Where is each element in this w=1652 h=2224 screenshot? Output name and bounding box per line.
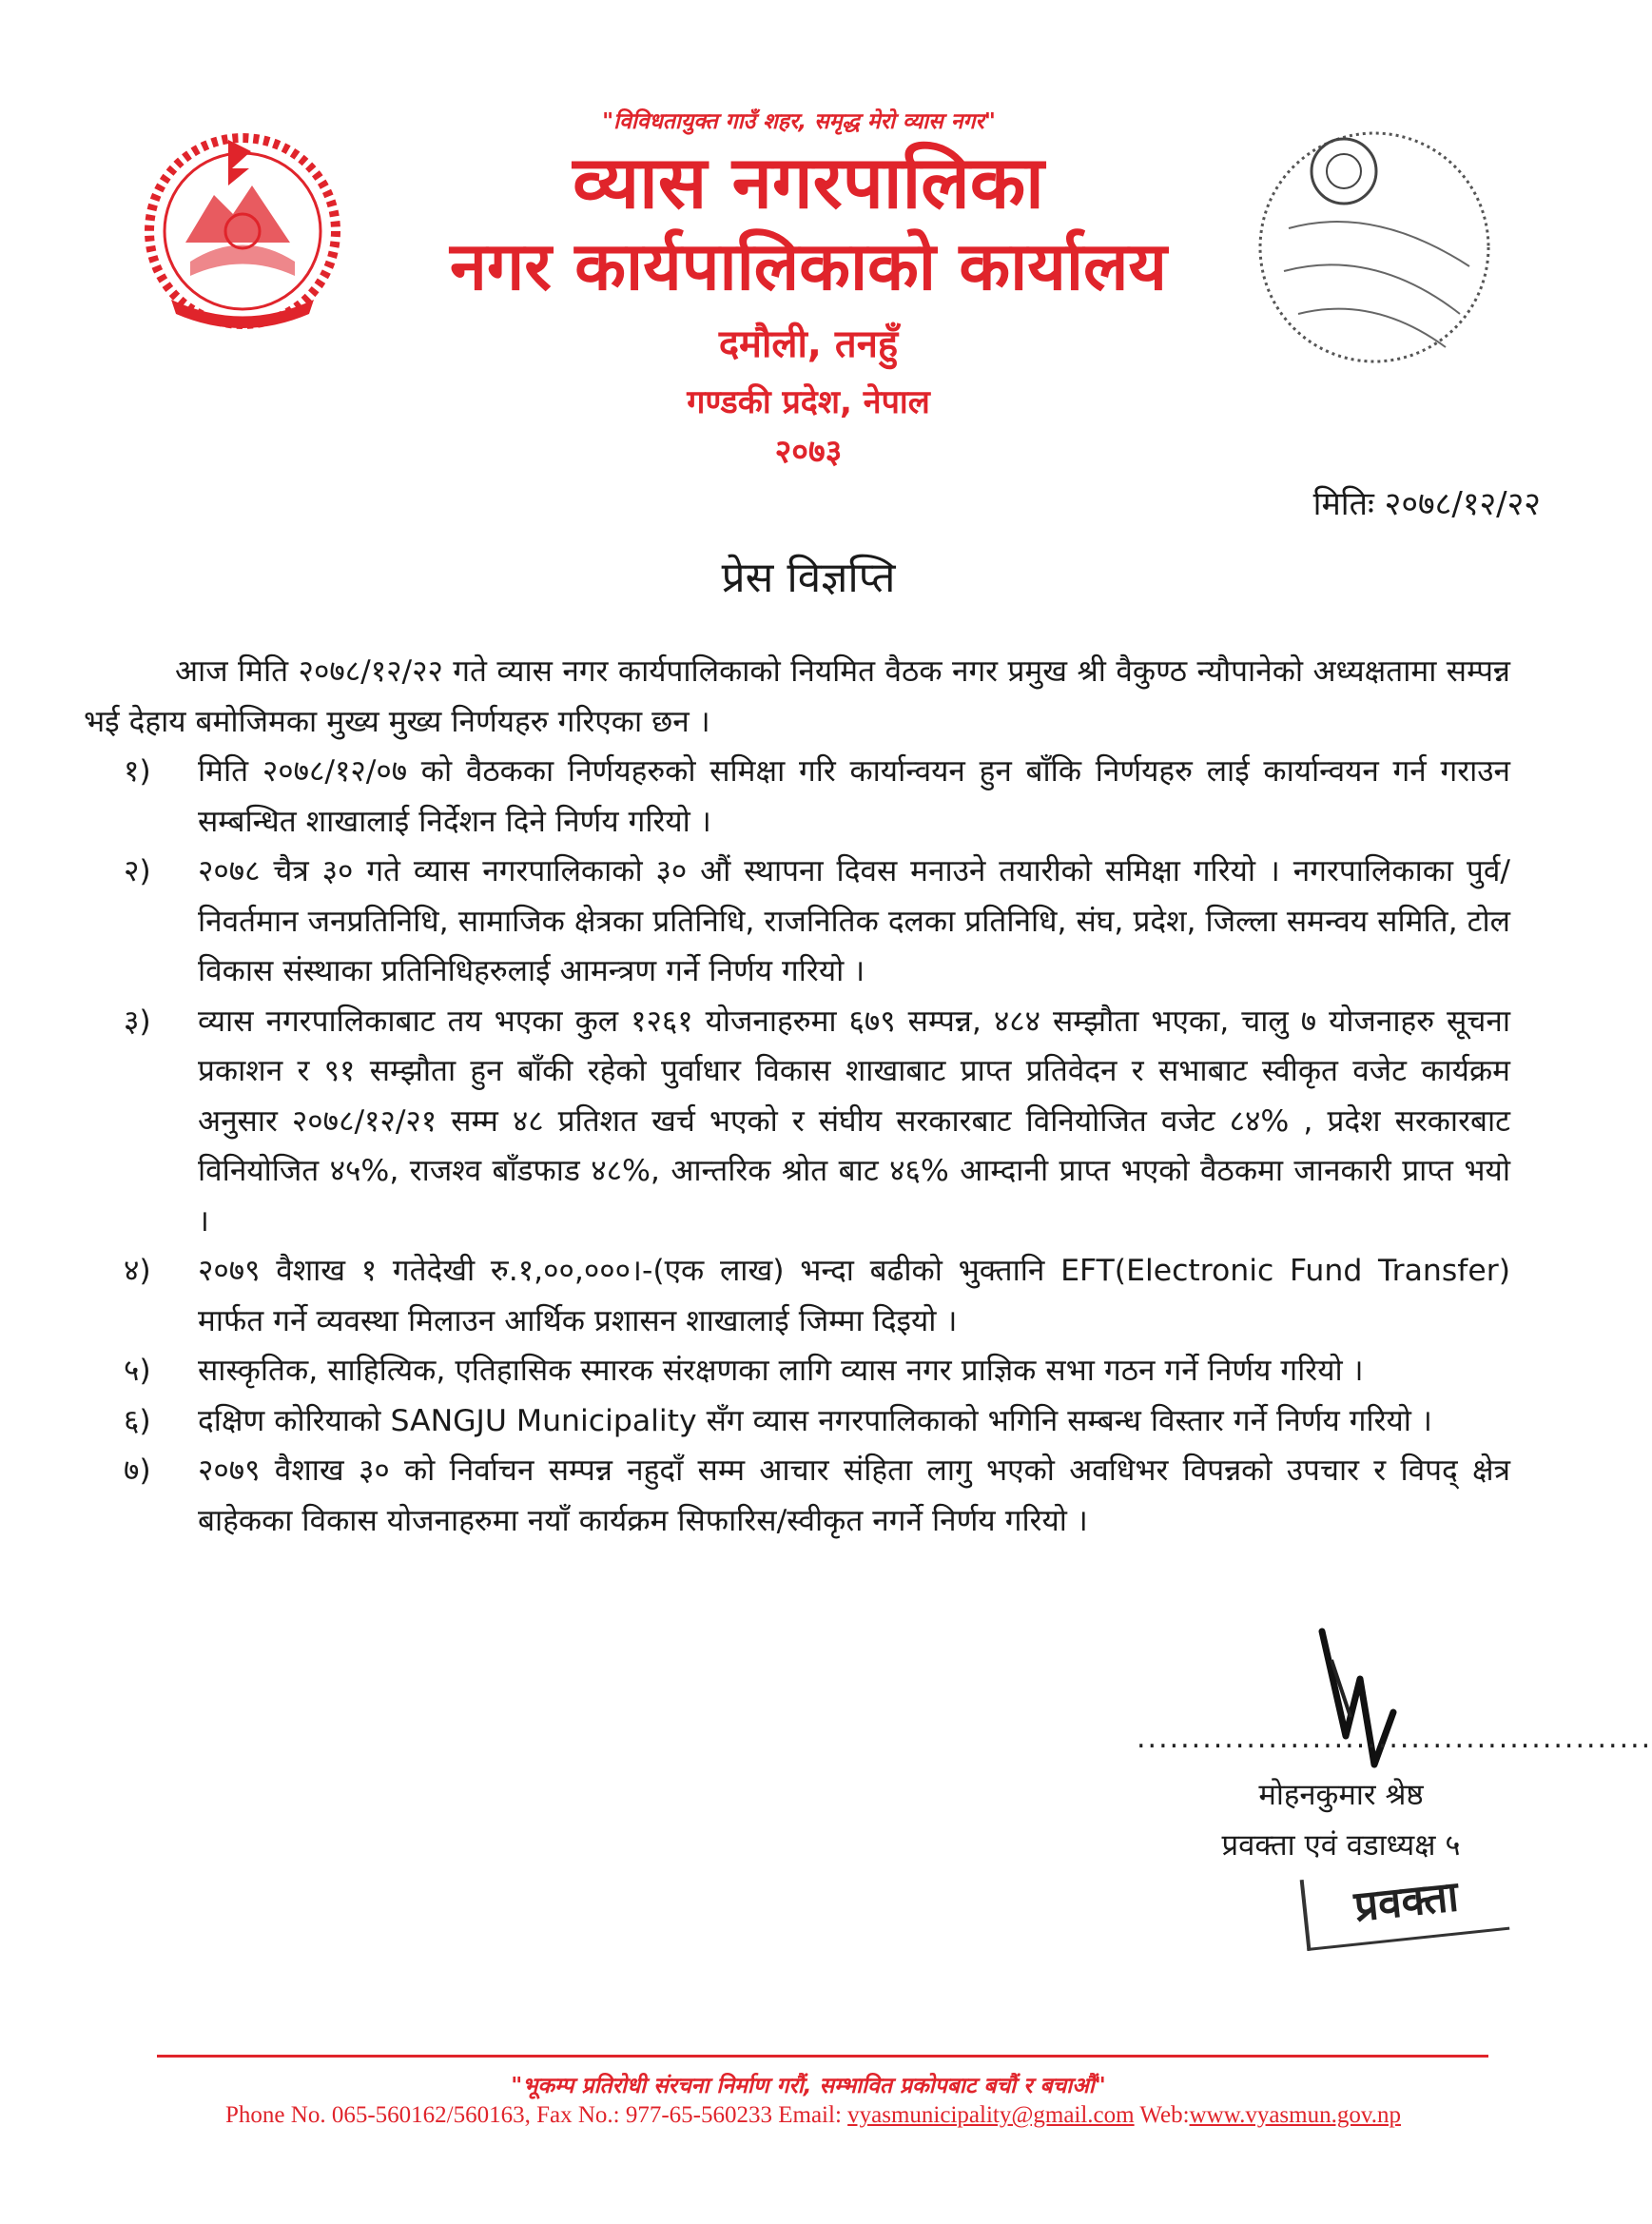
document-date: मितिः २०७८/१२/२२ bbox=[1312, 485, 1541, 523]
decision-item bbox=[84, 747, 1510, 847]
header-slogan: "विविधतायुक्त गाउँ शहर, समृद्ध मेरो व्यास नगर" bbox=[602, 109, 996, 134]
office-name: व्यास नगरपालिका bbox=[573, 140, 1044, 224]
decision-item bbox=[84, 1246, 1510, 1346]
nepal-emblem-icon bbox=[133, 119, 352, 338]
signer-name: मोहनकुमार श्रेष्ठ bbox=[1258, 1778, 1424, 1812]
footer-divider bbox=[157, 2055, 1488, 2058]
decision-item bbox=[84, 1396, 1510, 1447]
decision-text: २०७९ वैशाख १ गतेदेखी रु.१,००,०००।-(एक लाख) भन्दा बढीको भुक्तानि EFT(Electronic Fund Transfer) मार्फत गर्ने व्यवस्था मिलाउन आर्थिक प्रशासन शाखालाई जिम्मा दिइयो । bbox=[198, 1254, 1510, 1338]
spokesperson-stamp: प्रवक्ता bbox=[1300, 1859, 1510, 1951]
office-location: दमौली, तनहुँ bbox=[718, 322, 899, 366]
signature-line: ............................................... bbox=[1137, 1722, 1652, 1755]
website-link[interactable]: www.vyasmun.gov.np bbox=[1189, 2102, 1401, 2128]
decision-item bbox=[84, 1346, 1510, 1396]
decision-text: २०७८ चैत्र ३० गते व्यास नगरपालिकाको ३० औं स्थापना दिवस मनाउने तयारीको समिक्षा गरियो । नगरपालिकाका पुर्व/निवर्तमान जनप्रतिनिधि, सामाजिक क्षेत्रका प्रतिनिधि, राजनितिक दलका प्रतिनिधि, संघ, प्रदेश, जिल्ला समन्वय समिति, टोल विकास संस्थाका प्रतिनिधिहरुलाई आमन्त्रण गर्ने निर्णय गरियो । bbox=[198, 854, 1510, 988]
decision-item bbox=[84, 997, 1510, 1247]
office-seal-icon bbox=[1232, 114, 1517, 380]
decision-number: ७) bbox=[124, 1453, 151, 1488]
decision-text: मिति २०७८/१२/०७ को वैठकका निर्णयहरुको समिक्षा गरि कार्यान्वयन हुन बाँकि निर्णयहरु लाई कार्यान्वयन गर्न गराउन सम्बन्धित शाखालाई निर्देशन दिने निर्णय गरियो । bbox=[198, 754, 1510, 839]
office-province: गण्डकी प्रदेश, नेपाल bbox=[687, 383, 930, 421]
intro-paragraph: आज मिति २०७८/१२/२२ गते व्यास नगर कार्यपालिकाको नियमित वैठक नगर प्रमुख श्री वैकुण्ठ न्यौपानेको अध्यक्षतामा सम्पन्न भई देहाय बमोजिमका मुख्य मुख्य निर्णयहरु गरिएका छन । bbox=[84, 654, 1510, 739]
contact-info bbox=[138, 2102, 1488, 2129]
decision-text: सास्कृतिक, साहित्यिक, एतिहासिक स्मारक संरक्षणका लागि व्यास नगर प्राज्ञिक सभा गठन गर्ने निर्णय गरियो । bbox=[198, 1354, 1364, 1388]
decision-number: २) bbox=[124, 854, 151, 888]
decision-number: ३) bbox=[124, 1004, 151, 1039]
web-label: Web: bbox=[1134, 2102, 1190, 2128]
decision-number: ४) bbox=[124, 1254, 151, 1288]
decision-number: ६) bbox=[124, 1403, 151, 1438]
decision-number: ५) bbox=[124, 1354, 151, 1388]
handwritten-signature bbox=[1303, 1622, 1417, 1784]
document-title: प्रेस विज्ञप्ति bbox=[721, 554, 896, 602]
signer-role: प्रवक्ता एवं वडाध्यक्ष ५ bbox=[1221, 1828, 1461, 1863]
decision-text: व्यास नगरपालिकाबाट तय भएका कुल १२६१ योजनाहरुमा ६७९ सम्पन्न, ४८४ सम्झौता भएका, चालु ७ योजनाहरु सूचना प्रकाशन र ९१ सम्झौता हुन बाँकी रहेको पुर्वाधार विकास शाखाबाट प्राप्त प्रतिवेदन र सभाबाट स्वीकृत वजेट कार्यक्रम अनुसार २०७८/१२/२१ सम्म ४८ प्रतिशत खर्च भएको र संघीय सरकारबाट विनियोजित वजेट ८४% , प्रदेश सरकारबाट विनियोजित ४५%, राजश्व बाँडफाड ४८%, आन्तरिक श्रोत बाट ४६% आम्दानी प्राप्त भएको वैठकमा जानकारी प्राप्त भयो । bbox=[198, 1004, 1510, 1239]
email-link[interactable]: vyasmunicipality@gmail.com bbox=[847, 2102, 1135, 2128]
contact-phone-fax: Phone No. 065-560162/560163, Fax No.: 977-65-560233 Email: bbox=[225, 2102, 848, 2128]
decision-item bbox=[84, 847, 1510, 997]
decision-number: १) bbox=[124, 754, 151, 789]
office-subtitle: नगर कार्यपालिकाको कार्यालय bbox=[449, 227, 1168, 305]
footer-slogan: "भूकम्प प्रतिरोधी संरचना निर्माण गरौं, सम्भावित प्रकोपबाट बचौं र बचाऔं" bbox=[511, 2074, 1106, 2098]
decision-text: दक्षिण कोरियाको SANGJU Municipality सँग व्यास नगरपालिकाको भगिनि सम्बन्ध विस्तार गर्ने निर्णय गरियो । bbox=[198, 1403, 1432, 1438]
decision-text: २०७९ वैशाख ३० को निर्वाचन सम्पन्न नहुदाँ सम्म आचार संहिता लागु भएको अवधिभर विपन्नको उपचार र विपद् क्षेत्र बाहेकका विकास योजनाहरुमा नयाँ कार्यक्रम सिफारिस/स्वीकृत नगर्ने निर्णय गरियो । bbox=[198, 1453, 1510, 1538]
document-body bbox=[84, 647, 1510, 1546]
office-seal bbox=[1232, 114, 1517, 380]
office-year: २०७३ bbox=[774, 433, 843, 471]
decision-item bbox=[84, 1446, 1510, 1546]
